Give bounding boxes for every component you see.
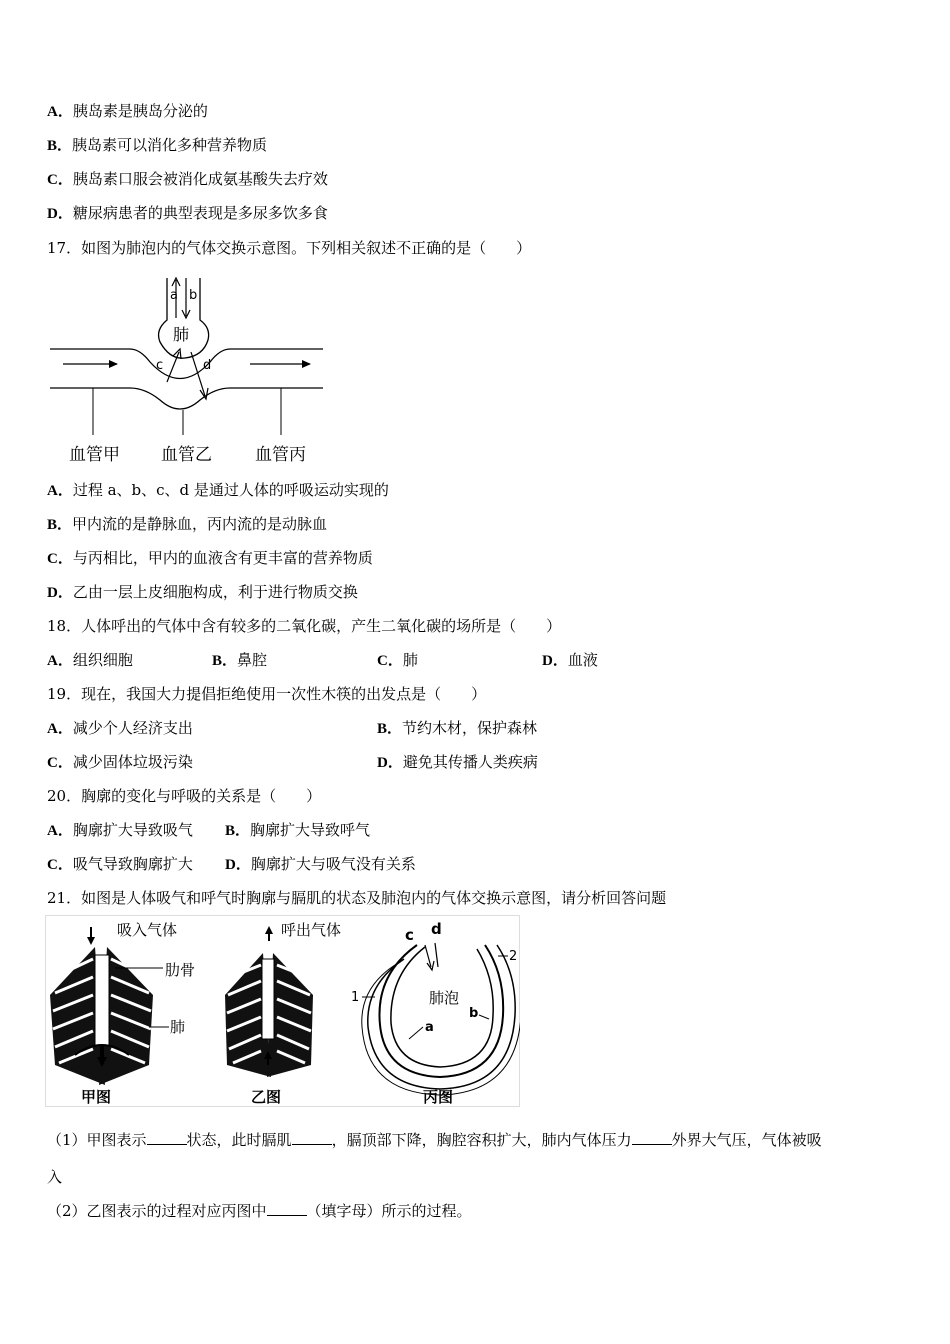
q17-option-c: C．与丙相比，甲内的血液含有更丰富的营养物质 (47, 549, 373, 567)
q20-option-b: B．胸廓扩大导致呼气 (225, 821, 371, 839)
fig-bing-label: 丙图 (423, 1088, 454, 1106)
label-d-bing: d (431, 920, 442, 938)
vessel-jia-label: 血管甲 (69, 445, 120, 465)
q19-option-a: A．减少个人经济支出 (47, 719, 193, 737)
lung-label: 肺 (170, 1018, 186, 1036)
q21-stem: 21．如图是人体吸气和呼气时胸廓与膈肌的状态及肺泡内的气体交换示意图，请分析回答问题 (47, 889, 667, 907)
q20-stem: 20．胸廓的变化与呼吸的关系是（ ） (47, 787, 322, 805)
q17-option-d: D．乙由一层上皮细胞构成，利于进行物质交换 (47, 583, 358, 601)
q16-option-b: B．胰岛素可以消化多种营养物质 (47, 136, 268, 154)
q19-options-row-2 (47, 752, 927, 772)
q18-option-d: D．血液 (542, 651, 598, 669)
label-c: c (156, 358, 164, 373)
label-a: a (170, 288, 178, 303)
q17-figure (45, 270, 335, 470)
q19-option-c: C．减少固体垃圾污染 (47, 753, 193, 771)
alveolus-label: 肺 (173, 325, 190, 344)
q20-option-c: C．吸气导致胸廓扩大 (47, 855, 193, 873)
label-2: 2 (509, 949, 518, 964)
q18-option-b: B．鼻腔 (212, 651, 268, 669)
answer-blank-1[interactable] (147, 1130, 187, 1145)
q18-option-c: C．肺 (377, 651, 418, 669)
q18-options-row (47, 650, 927, 670)
label-b: b (189, 288, 198, 303)
rib-label: 肋骨 (165, 961, 196, 979)
answer-blank-4[interactable] (267, 1201, 307, 1216)
q20-options-row-2 (47, 854, 927, 874)
q20-options-row-1 (47, 820, 927, 840)
answer-blank-2[interactable] (292, 1130, 332, 1145)
q20-option-d: D．胸廓扩大与吸气没有关系 (225, 855, 416, 873)
label-c-bing: c (405, 926, 414, 944)
fig-jia-label: 甲图 (81, 1088, 112, 1106)
q18-option-a: A．组织细胞 (47, 651, 133, 669)
label-b-bing: b (469, 1006, 479, 1021)
q19-option-b: B．节约木材，保护森林 (377, 719, 538, 737)
q21-figure (45, 915, 520, 1107)
label-a-bing: a (425, 1020, 434, 1035)
q17-stem: 17．如图为肺泡内的气体交换示意图。下列相关叙述不正确的是（ ） (47, 239, 532, 257)
q19-options-row-1 (47, 718, 927, 738)
q19-option-d: D．避免其传播人类疾病 (377, 753, 538, 771)
q19-stem: 19．现在，我国大力提倡拒绝使用一次性木筷的出发点是（ ） (47, 685, 487, 703)
vessel-yi-label: 血管乙 (161, 445, 212, 465)
label-d: d (203, 358, 212, 373)
label-1: 1 (351, 990, 360, 1005)
q16-option-c: C．胰岛素口服会被消化成氨基酸失去疗效 (47, 170, 328, 188)
q17-option-b: B．甲内流的是静脉血，丙内流的是动脉血 (47, 515, 328, 533)
q16-option-a: A．胰岛素是胰岛分泌的 (47, 102, 208, 120)
alveolus-bing-label: 肺泡 (429, 989, 460, 1007)
q16-option-d: D．糖尿病患者的典型表现是多尿多饮多食 (47, 204, 328, 222)
q21-sub1: （1）甲图表示 状态，此时膈肌 ，膈顶部下降，胸腔容积扩大，肺内气体压力 外界大气压，气体被吸 (47, 1131, 822, 1149)
q21-sub2: （2）乙图表示的过程对应丙图中 （填字母）所示的过程。 (47, 1202, 472, 1220)
q20-option-a: A．胸廓扩大导致吸气 (47, 821, 193, 839)
inhale-label: 吸入气体 (117, 921, 178, 939)
q17-option-a: A．过程 a、b、c、d 是通过人体的呼吸运动实现的 (47, 481, 389, 499)
answer-blank-3[interactable] (632, 1130, 672, 1145)
q21-sub1-continued: 入 (47, 1168, 63, 1186)
q18-stem: 18．人体呼出的气体中含有较多的二氧化碳，产生二氧化碳的场所是（ ） (47, 617, 562, 635)
fig-yi-label: 乙图 (251, 1088, 282, 1106)
exhale-label: 呼出气体 (281, 921, 342, 939)
vessel-bing-label: 血管丙 (255, 445, 306, 465)
